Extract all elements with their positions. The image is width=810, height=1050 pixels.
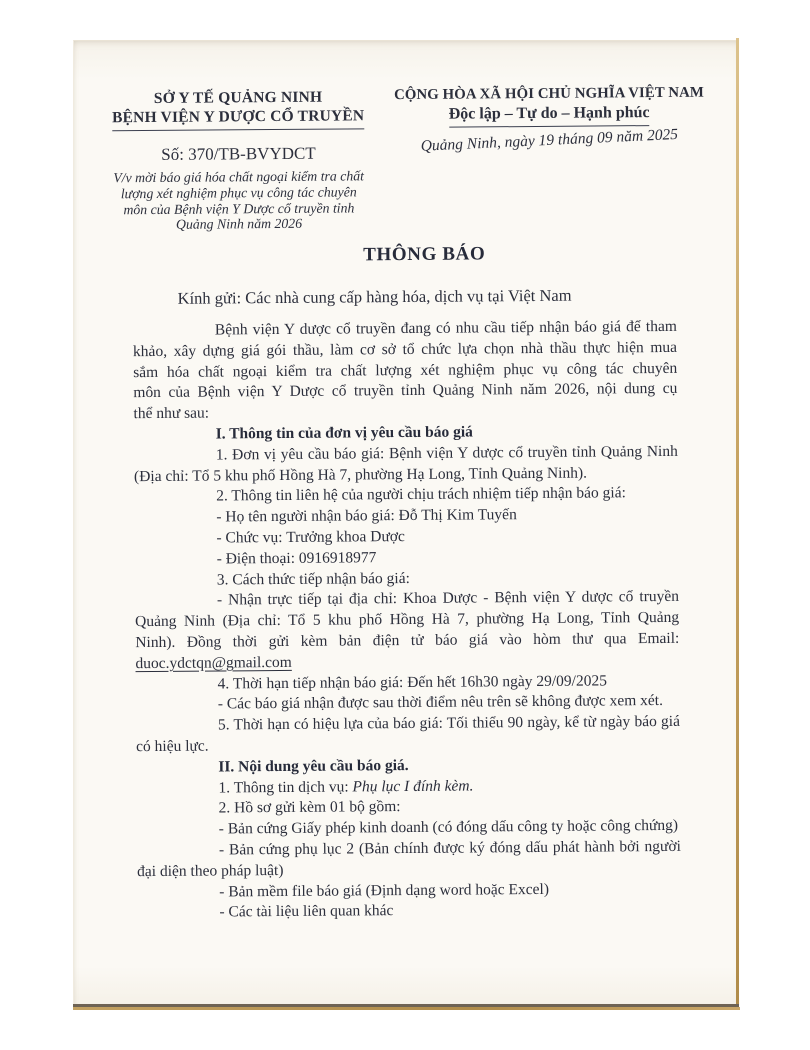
issuer-department: SỞ Y TẾ QUẢNG NINH <box>153 88 323 107</box>
body-text: môn của Bệnh viện Y Dược cổ truyền tỉnh Quảng Ninh năm 2026, nội dung cụ <box>133 380 678 402</box>
document-subject <box>99 168 379 233</box>
document-title: THÔNG BÁO <box>363 243 486 266</box>
subject-line: Quảng Ninh năm 2026 <box>175 216 303 233</box>
body-text: - Bản mềm file báo giá (Định dạng word hoặc Excel) <box>219 880 550 900</box>
body-line <box>134 442 678 467</box>
national-motto-line2-text: Độc lập – Tự do – Hạnh phúc <box>449 102 650 128</box>
page-edge-right <box>736 38 739 1008</box>
body-text: 2. Hồ sơ gửi kèm 01 bộ gồm: <box>218 798 401 817</box>
body-line <box>137 837 681 862</box>
body-text: - Các báo giá nhận được sau thời điểm nêu trên sẽ không được xem xét. <box>217 692 663 713</box>
body-text: - Các tài liệu liên quan khác <box>219 902 394 921</box>
page-edge-bottom <box>73 1007 740 1010</box>
issuer-block <box>98 87 379 233</box>
body-line <box>137 899 681 924</box>
body-text: - Chức vụ: Trưởng khoa Dược <box>216 527 405 547</box>
body-text: sắm hóa chất ngoại kiểm tra chất lượng xét nghiệm phục vụ công tác chuyên <box>133 359 678 381</box>
place-date-line: Quảng Ninh, ngày 19 tháng 09 năm 2025 <box>420 125 679 155</box>
document-body <box>133 317 682 924</box>
issuer-hospital <box>98 106 378 131</box>
body-line <box>135 629 679 654</box>
body-text: đại diện theo pháp luật) <box>137 861 284 880</box>
body-text: khảo, xây dựng giá gói thầu, làm cơ sở tổ chức lựa chọn nhà thầu thực hiện mua <box>132 338 678 360</box>
body-text: 1. Thông tin dịch vụ: <box>218 777 353 797</box>
body-text: Quảng Ninh (Địa chỉ: Tổ 5 khu phố Hồng Hà 7, phường Hạ Long, Tỉnh Quảng <box>135 609 680 631</box>
body-text: I. Thông tin của đơn vị yêu cầu báo giá <box>215 423 473 443</box>
body-text: 2. Thông tin liên hệ của người chịu trách nhiệm tiếp nhận báo giá: <box>216 484 626 505</box>
subject-line: lượng xét nghiệm phục vụ công tác chuyên <box>120 184 357 202</box>
body-text: - Nhận trực tiếp tại địa chỉ: Khoa Dược - Bệnh viện Y dược cổ truyền <box>216 588 680 609</box>
national-header-block <box>393 84 706 155</box>
body-text: II. Nội dung yêu cầu báo giá. <box>218 756 409 776</box>
body-line <box>136 712 680 737</box>
body-text: có hiệu lực. <box>136 737 209 756</box>
national-motto-line2 <box>393 102 705 128</box>
body-text: 4. Thời hạn tiếp nhận báo giá: Đến hết 16h30 ngày 29/09/2025 <box>217 671 608 693</box>
document-number: Số: 370/TB-BVYDCT <box>161 143 316 164</box>
salutation: Kính gửi: Các nhà cung cấp hàng hóa, dịch vụ tại Việt Nam <box>177 285 572 308</box>
body-text: Bệnh viện Y dược cổ truyền đang có nhu cầu tiếp nhận báo giá để tham <box>214 317 677 339</box>
subject-line: V/v mời báo giá hóa chất ngoại kiểm tra chất <box>113 168 365 186</box>
body-text: - Điện thoại: 0916918977 <box>216 549 377 568</box>
page-content <box>71 38 743 1007</box>
body-text: - Bản cứng Giấy phép kinh doanh (có đóng dấu công ty hoặc công chứng) <box>218 816 679 838</box>
body-text: 1. Đơn vị yêu cầu báo giá: Bệnh viện Y dược cổ truyền tỉnh Quảng Ninh <box>215 442 678 464</box>
body-text: Phụ lục I đính kèm. <box>352 777 474 795</box>
national-motto-line1: CỘNG HÒA XÃ HỘI CHỦ NGHĨA VIỆT NAM <box>393 84 705 104</box>
body-text: Ninh). Đồng thời gửi kèm bản điện tử báo giá vào hòm thư qua Email: <box>135 629 680 652</box>
body-text: - Bản cứng phụ lục 2 (Bản chính được ký đóng dấu phát hành bởi người <box>218 837 681 859</box>
body-text: 5. Thời hạn có hiệu lựa của báo giá: Tối thiểu 90 ngày, kể từ ngày báo giá <box>217 712 681 734</box>
subject-line: môn của Bệnh viện Y Dược cổ truyền tỉnh <box>123 199 355 217</box>
body-text: 3. Cách thức tiếp nhận báo giá: <box>216 569 410 589</box>
email-text: duoc.ydctqn@gmail.com <box>135 653 292 672</box>
body-text: thể như sau: <box>133 404 210 423</box>
body-text: - Họ tên người nhận báo giá: Đỗ Thị Kim Tuyến <box>216 506 517 526</box>
body-text: (Địa chỉ: Tổ 5 khu phố Hồng Hà 7, phường Hạ Long, Tỉnh Quảng Ninh). <box>133 464 588 485</box>
document-page <box>73 40 738 1005</box>
issuer-hospital-text: BỆNH VIỆN Y DƯỢC CỔ TRUYỀN <box>112 106 364 131</box>
